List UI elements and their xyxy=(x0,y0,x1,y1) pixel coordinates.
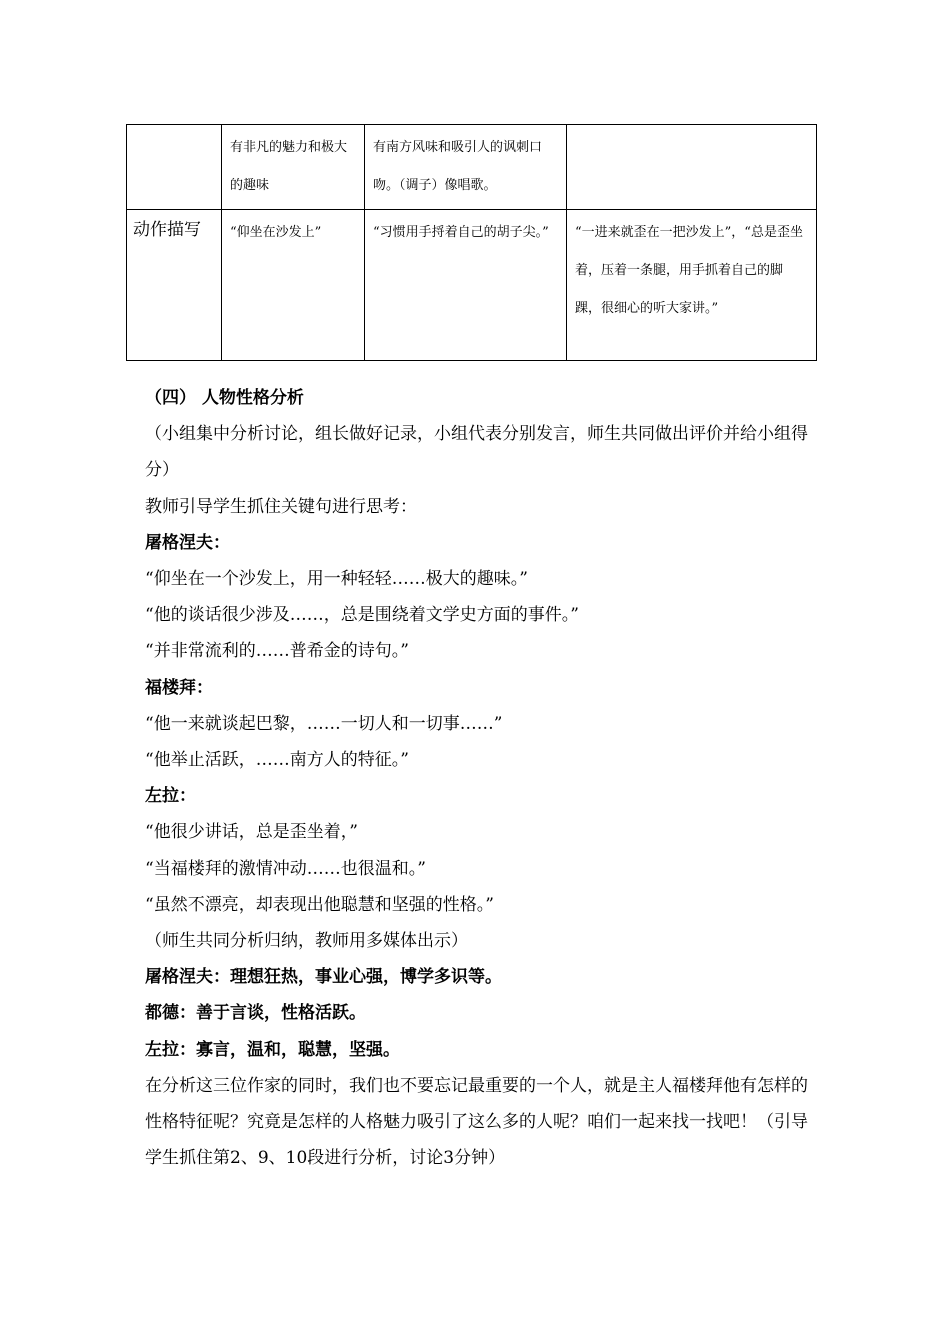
table-row xyxy=(127,125,817,210)
table-cell: “习惯用手捋着自己的胡子尖。” xyxy=(365,210,567,361)
summary-line: 都德：善于言谈，性格活跃。 xyxy=(145,1003,366,1024)
table-row-header: 动作描写 xyxy=(127,210,222,361)
table-cell xyxy=(567,125,817,210)
quote-line: “他的谈话很少涉及……，总是围绕着文学史方面的事件。” xyxy=(145,605,579,626)
turgenev-label: 屠格涅夫： xyxy=(145,532,230,553)
table-cell: 有南方风味和吸引人的讽刺口吻。（调子）像唱歌。 xyxy=(365,125,567,210)
intro-paragraph: （小组集中分析讨论，组长做好记录，小组代表分别发言，师生共同做出评价并给小组得分） xyxy=(145,424,808,481)
closing-paragraph: 在分析这三位作家的同时，我们也不要忘记最重要的一个人，就是主人福楼拜他有怎样的性格特征呢？究竟是怎样的人格魅力吸引了这么多的人呢？咱们一起来找一找吧！（引导学生抓住第2、9、10段进行分析，讨论3分钟） xyxy=(145,1075,808,1169)
table-row xyxy=(127,210,817,361)
summary-line: 左拉：寡言，温和，聪慧，坚强。 xyxy=(145,1039,400,1060)
character-table xyxy=(126,124,817,361)
table-cell xyxy=(127,125,222,210)
quote-line: “他一来就谈起巴黎，……一切人和一切事……” xyxy=(145,713,503,734)
quote-line: “他很少讲话，总是歪坐着，” xyxy=(145,822,358,843)
table-cell: “一进来就歪在一把沙发上”，“总是歪坐着，压着一条腿，用手抓着自己的脚踝，很细心的听大家讲。” xyxy=(567,210,817,361)
quote-line: “并非常流利的……普希金的诗句。” xyxy=(145,641,409,662)
analysis-section xyxy=(145,380,815,1176)
section-heading: （四） 人物性格分析 xyxy=(145,388,304,408)
summary-line: 屠格涅夫：理想狂热，事业心强，博学多识等。 xyxy=(145,967,502,988)
quote-line: “虽然不漂亮，却表现出他聪慧和坚强的性格。” xyxy=(145,894,494,915)
quote-line: “他举止活跃，……南方人的特征。” xyxy=(145,750,409,771)
table-cell: “仰坐在沙发上” xyxy=(222,210,365,361)
flaubert-label: 福楼拜： xyxy=(145,677,213,698)
quote-line: “仰坐在一个沙发上，用一种轻轻……极大的趣味。” xyxy=(145,569,528,590)
guide-text: 教师引导学生抓住关键句进行思考： xyxy=(145,496,417,517)
zola-label: 左拉： xyxy=(145,786,196,807)
summary-note: （师生共同分析归纳，教师用多媒体出示） xyxy=(145,931,468,952)
quote-line: “当福楼拜的激情冲动……也很温和。” xyxy=(145,858,426,879)
table-cell: 有非凡的魅力和极大的趣味 xyxy=(222,125,365,210)
